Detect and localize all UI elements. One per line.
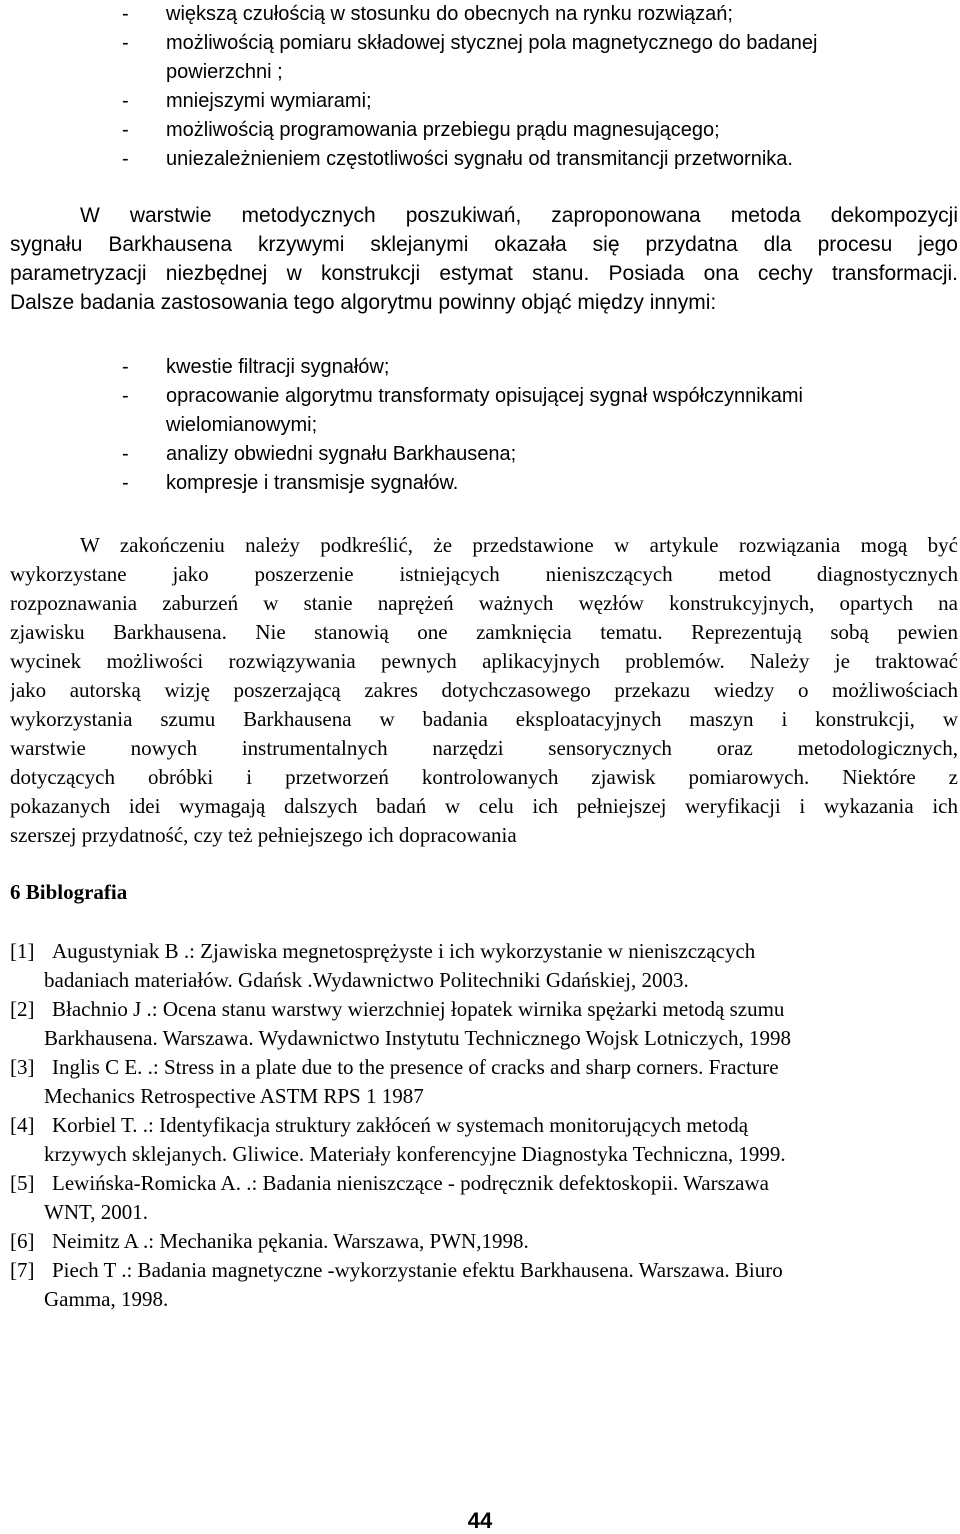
reference-line: Neimitz A .: Mechanika pękania. Warszawa, PWN,1998.: [52, 1229, 529, 1253]
reference-number: [4]: [10, 1113, 35, 1137]
list-bullet: -: [122, 32, 129, 54]
paragraph-line: warstwie nowych instrumentalnych narzędzi sensorycznych oraz metodologicznych,: [10, 736, 958, 760]
reference-number: [2]: [10, 997, 35, 1021]
list-bullet: -: [122, 443, 129, 465]
paragraph-line: W zakończeniu należy podkreślić, że przedstawione w artykule rozwiązania mogą być: [80, 533, 958, 557]
paragraph-line: parametryzacji niezbędnej w konstrukcji estymat stanu. Posiada ona cechy transformacji.: [10, 262, 958, 285]
list-bullet: -: [122, 148, 129, 170]
list-bullet: -: [122, 119, 129, 141]
list-item: kompresje i transmisje sygnałów.: [166, 472, 459, 494]
reference-line: Augustyniak B .: Zjawiska megnetosprężyste i ich wykorzystanie w nieniszczących: [52, 939, 756, 963]
list-bullet: -: [122, 356, 129, 378]
reference-line: Mechanics Retrospective ASTM RPS 1 1987: [44, 1084, 424, 1108]
paragraph-line: szerszej przydatność, czy też pełniejszego ich dopracowania: [10, 823, 517, 847]
reference-line: Gamma, 1998.: [44, 1287, 169, 1311]
reference-line: Inglis C E. .: Stress in a plate due to the presence of cracks and sharp corners. Fracture: [52, 1055, 779, 1079]
reference-line: krzywych sklejanych. Gliwice. Materiały konferencyjne Diagnostyka Techniczna, 1999.: [44, 1142, 786, 1166]
list-bullet: -: [122, 472, 129, 494]
paragraph-line: dotyczących obróbki i przetworzeń kontrolowanych zjawisk pomiarowych. Niektóre z: [10, 765, 958, 789]
list-bullet: -: [122, 3, 129, 25]
list-item-continuation: wielomianowymi;: [166, 414, 318, 436]
list-item: mniejszymi wymiarami;: [166, 90, 372, 112]
list-item-continuation: powierzchni ;: [166, 61, 283, 83]
reference-line: Błachnio J .: Ocena stanu warstwy wierzchniej łopatek wirnika spężarki metodą szumu: [52, 997, 785, 1021]
reference-line: WNT, 2001.: [44, 1200, 149, 1224]
list-bullet: -: [122, 90, 129, 112]
list-item: kwestie filtracji sygnałów;: [166, 356, 390, 378]
paragraph-line: wykorzystane jako poszerzenie istniejących nieniszczących metod diagnostycznych: [10, 562, 958, 586]
paragraph-line: zjawisku Barkhausena. Nie stanowią one zamknięcia tematu. Reprezentują sobą pewien: [10, 620, 958, 644]
reference-number: [7]: [10, 1258, 35, 1282]
reference-number: [6]: [10, 1229, 35, 1253]
list-item: możliwością pomiaru składowej stycznej pola magnetycznego do badanej: [166, 32, 818, 54]
section-heading: 6 Biblografia: [10, 880, 128, 904]
page-number: 44: [467, 1508, 493, 1533]
reference-line: Lewińska-Romicka A. .: Badania nieniszczące - podręcznik defektoskopii. Warszawa: [52, 1171, 769, 1195]
paragraph-line: W warstwie metodycznych poszukiwań, zaproponowana metoda dekompozycji: [80, 204, 958, 227]
reference-number: [5]: [10, 1171, 35, 1195]
reference-line: Korbiel T. .: Identyfikacja struktury zakłóceń w systemach monitorujących metodą: [52, 1113, 749, 1137]
paragraph-line: wykorzystania szumu Barkhausena w badania eksploatacyjnych maszyn i konstrukcji, w: [10, 707, 958, 731]
list-item: możliwością programowania przebiegu prądu magnesującego;: [166, 119, 720, 141]
list-item: opracowanie algorytmu transformaty opisującej sygnał współczynnikami: [166, 385, 803, 407]
list-item: większą czułością w stosunku do obecnych na rynku rozwiązań;: [166, 3, 733, 25]
reference-line: Piech T .: Badania magnetyczne -wykorzystanie efektu Barkhausena. Warszawa. Biuro: [52, 1258, 783, 1282]
paragraph-line: wycinek możliwości rozwiązywania pewnych aplikacyjnych problemów. Należy je traktować: [10, 649, 958, 673]
reference-line: badaniach materiałów. Gdańsk .Wydawnictwo Politechniki Gdańskiej, 2003.: [44, 968, 689, 992]
reference-number: [3]: [10, 1055, 35, 1079]
paragraph-line: rozpoznawania zaburzeń w stanie naprężeń ważnych węzłów konstrukcyjnych, opartych na: [10, 591, 958, 615]
list-bullet: -: [122, 385, 129, 407]
list-item: analizy obwiedni sygnału Barkhausena;: [166, 443, 517, 465]
reference-number: [1]: [10, 939, 35, 963]
reference-line: Barkhausena. Warszawa. Wydawnictwo Instytutu Technicznego Wojsk Lotniczych, 1998: [44, 1026, 791, 1050]
paragraph-line: Dalsze badania zastosowania tego algorytmu powinny objąć między innymi:: [10, 291, 717, 314]
paragraph-line: pokazanych idei wymagają dalszych badań w celu ich pełniejszej weryfikacji i wykazania ich: [10, 794, 958, 818]
paragraph-line: sygnału Barkhausena krzywymi sklejanymi okazała się przydatna dla procesu jego: [10, 233, 958, 256]
paragraph-line: jako autorską wizję poszerzającą zakres dotychczasowego przekazu wiedzy o możliwościach: [10, 678, 958, 702]
list-item: uniezależnieniem częstotliwości sygnału od transmitancji przetwornika.: [166, 148, 793, 170]
